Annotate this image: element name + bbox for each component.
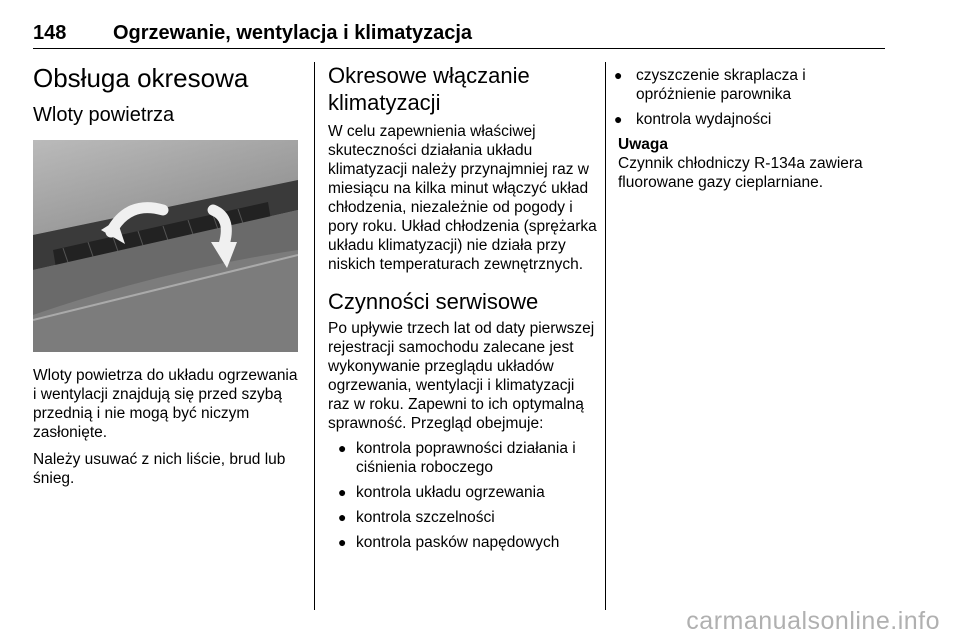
column-1 bbox=[33, 62, 301, 488]
service-checklist-continued bbox=[614, 66, 889, 129]
ac-paragraph: W celu zapewnienia właściwej skuteczności działania układu klimatyzacji należy przynajmniej raz w miesiącu na kilka minut włączyć układ chłodzenia, niezależnie od pogody i pory roku. Układ chłodzenia (sprężarka układu klimatyzacji) nie działa przy niskich temperaturach zewnętrznych. bbox=[328, 123, 597, 273]
column-2 bbox=[328, 62, 598, 558]
subsection-heading: Wloty powietrza bbox=[33, 104, 175, 126]
air-inlet-illustration bbox=[33, 140, 298, 352]
bullet-icon: ● bbox=[338, 534, 347, 550]
page-number: 148 bbox=[33, 22, 67, 44]
service-paragraph: Po upływie trzech lat od daty pierwszej rejestracji samochodu zalecane jest wykonywanie przeglądu układów ogrzewania, wentylacji i klimatyzacji raz w roku. Zapewni to ich optymalną sprawność. Przegląd obejmuje: bbox=[328, 320, 595, 432]
list-item: ● kontrola wydajności bbox=[614, 111, 772, 128]
bullet-icon: ● bbox=[614, 67, 623, 83]
air-inlet-photo bbox=[33, 140, 298, 352]
intro-paragraph: Wloty powietrza do układu ogrzewania i wentylacji znajdują się przed szybą przednią i nie mogą być niczym zasłonięte. bbox=[33, 367, 298, 441]
service-checklist bbox=[328, 439, 598, 552]
list-item: ● kontrola układu ogrzewania bbox=[338, 484, 545, 501]
bullet-icon: ● bbox=[338, 440, 347, 456]
list-item: ● kontrola pasków napędowych bbox=[338, 534, 560, 551]
section-heading-ac: Okresowe włączanie klimatyzacji bbox=[328, 63, 530, 115]
cleaning-paragraph: Należy usuwać z nich liście, brud lub śnieg. bbox=[33, 451, 286, 487]
list-item: ● kontrola szczelności bbox=[338, 509, 495, 526]
note-text: Czynnik chłodniczy R-134a zawiera fluorowane gazy cieplarniane. bbox=[618, 155, 863, 191]
section-heading-service: Czynności serwisowe bbox=[328, 289, 539, 314]
bullet-icon: ● bbox=[338, 484, 347, 500]
list-item: ● czyszczenie skraplacza i opróżnienie parownika bbox=[614, 67, 806, 103]
watermark: carmanualsonline.info bbox=[686, 607, 940, 635]
column-divider-1 bbox=[314, 62, 315, 610]
column-3 bbox=[614, 62, 889, 192]
list-item: ● kontrola poprawności działania i ciśnienia roboczego bbox=[338, 440, 576, 476]
page-header bbox=[33, 18, 885, 49]
section-heading: Obsługa okresowa bbox=[33, 63, 249, 93]
note-box bbox=[614, 135, 889, 192]
page-title: Ogrzewanie, wentylacja i klimatyzacja bbox=[113, 22, 473, 44]
bullet-icon: ● bbox=[338, 509, 347, 525]
bullet-icon: ● bbox=[614, 111, 623, 127]
column-divider-2 bbox=[605, 62, 606, 610]
note-title: Uwaga bbox=[618, 136, 668, 153]
